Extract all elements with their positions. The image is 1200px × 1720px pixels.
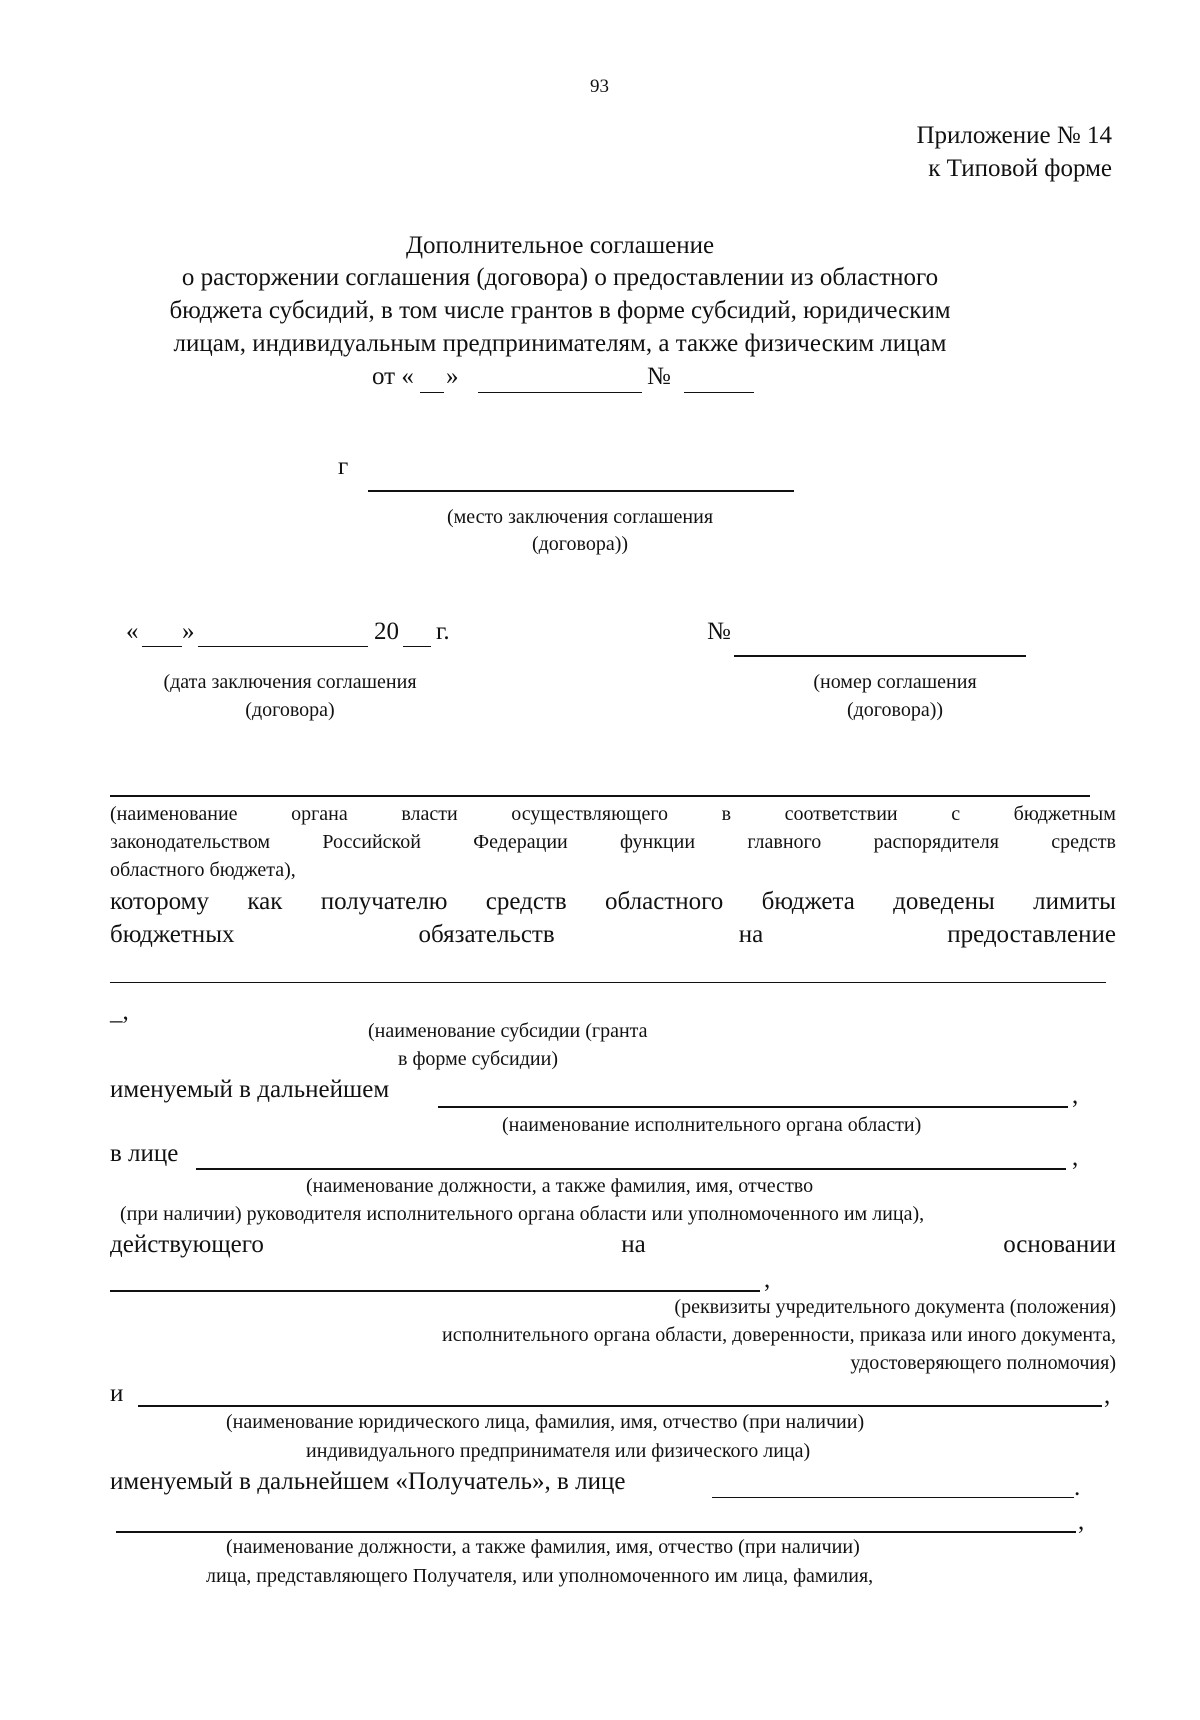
authority-caption-1 [110, 803, 1116, 826]
acting-basis-comma: , [764, 1266, 771, 1293]
authority-caption-1-word: органа [291, 803, 348, 825]
place-caption-1: (место заключения соглашения [446, 506, 714, 528]
authority-caption-2 [110, 831, 1116, 854]
represented-by-label: в лице [110, 1140, 179, 1167]
recipient-position-blank [116, 1531, 1076, 1533]
recipient-clause-1-word: лимиты [1033, 888, 1116, 915]
acting-basis-caption-1: (реквизиты учредительного документа (положения) [674, 1296, 1116, 1318]
represented-by-caption-1: (наименование должности, а также фамилия, имя, отчество [306, 1175, 814, 1197]
place-caption-2: (договора)) [531, 533, 629, 555]
acting-basis-caption-2: исполнительного органа области, доверенности, приказа или иного документа, [442, 1324, 1116, 1346]
number-caption-2: (договора)) [846, 699, 944, 721]
authority-caption-2-word: Федерации [473, 831, 568, 853]
acting-basis-blank [110, 1290, 760, 1292]
recipient-label: именуемый в дальнейшем «Получатель», в лице [110, 1468, 626, 1495]
subsidy-trailing-comma: _, [110, 998, 129, 1025]
authority-caption-2-word: Российской [322, 831, 421, 853]
recipient-clause-2-word: предоставление [947, 921, 1116, 948]
date-caption-1: (дата заключения соглашения [163, 671, 417, 693]
authority-caption-2-word: функции [620, 831, 696, 853]
authority-caption-2-word: главного [747, 831, 822, 853]
acting-basis-caption-3: удостоверяющего полномочия) [850, 1352, 1116, 1374]
recipient-name-blank [712, 1497, 1074, 1498]
title-number-sign: № [647, 363, 671, 390]
number-blank [734, 655, 1026, 657]
recipient-clause-1-word: бюджета [761, 888, 855, 915]
represented-by-blank [196, 1168, 1066, 1170]
authority-caption-2-word: законодательством [110, 831, 271, 853]
represented-by-caption-2: (при наличии) руководителя исполнительного органа области или уполномоченного им лица), [120, 1203, 925, 1225]
recipient-caption-2: лица, представляющего Получателя, или уполномоченного им лица, фамилия, [206, 1565, 874, 1587]
recipient-clause-1-word: доведены [893, 888, 995, 915]
recipient-clause-1-word: получателю [320, 888, 448, 915]
authority-caption-3: областного бюджета), [110, 859, 296, 881]
date-year-blank [403, 646, 431, 647]
date-open-quote: « [126, 618, 139, 645]
and-party-caption-2: индивидуального предпринимателя или физического лица) [306, 1440, 811, 1462]
acting-basis-word: на [621, 1231, 646, 1258]
recipient-clause-1-word: как [247, 888, 283, 915]
recipient-clause-1-word: областного [605, 888, 724, 915]
authority-blank [110, 795, 1090, 797]
acting-basis-word: действующего [110, 1231, 264, 1258]
authority-caption-1-word: в [721, 803, 732, 825]
recipient-clause-1-word: которому [110, 888, 209, 915]
subsidy-blank [110, 982, 1106, 983]
and-party-comma: , [1104, 1382, 1111, 1409]
and-party-caption-1: (наименование юридического лица, фамилия, имя, отчество (при наличии) [226, 1411, 865, 1433]
place-prefix: г [338, 453, 349, 480]
authority-caption-1-word: с [951, 803, 961, 825]
title-line-3: бюджета субсидий, в том числе грантов в форме субсидий, юридическим [169, 297, 951, 324]
title-date-open: от « [372, 363, 414, 390]
recipient-clause-line-1 [110, 888, 1116, 916]
authority-caption-1-word: бюджетным [1013, 803, 1116, 825]
title-number-blank [684, 392, 754, 393]
title-date-close: » [446, 363, 459, 390]
subsidy-caption-1: (наименование субсидии (гранта [368, 1020, 648, 1042]
date-year-suffix: г. [436, 618, 450, 645]
represented-by-comma: , [1072, 1144, 1079, 1171]
title-day-blank [420, 392, 444, 393]
acting-basis-word: основании [1003, 1231, 1116, 1258]
recipient-comma: , [1078, 1508, 1085, 1535]
named-hereafter-label: именуемый в дальнейшем [110, 1076, 390, 1103]
title-line-1: Дополнительное соглашение [405, 232, 715, 259]
title-line-2: о расторжении соглашения (договора) о предоставлении из областного [181, 264, 939, 291]
date-close-quote: » [182, 618, 195, 645]
authority-caption-2-word: распорядителя [873, 831, 999, 853]
page-number: 93 [590, 76, 609, 97]
recipient-clause-line-2 [110, 921, 1116, 949]
authority-caption-2-word: средств [1051, 831, 1116, 853]
date-day-blank [142, 646, 182, 647]
authority-caption-1-word: осуществляющего [511, 803, 669, 825]
date-month-blank [198, 646, 368, 647]
title-month-blank [478, 392, 642, 393]
date-caption-2: (договора) [245, 699, 335, 721]
recipient-caption-1: (наименование должности, а также фамилия, имя, отчество (при наличии) [226, 1536, 860, 1558]
and-party-label: и [110, 1380, 124, 1407]
subsidy-caption-2: в форме субсидии) [398, 1048, 558, 1070]
appendix-line-2: к Типовой форме [928, 155, 1112, 182]
named-hereafter-blank [438, 1106, 1068, 1108]
recipient-clause-2-word: обязательств [418, 921, 555, 948]
number-sign: № [707, 618, 731, 645]
place-blank [368, 490, 794, 492]
number-caption-1: (номер соглашения [813, 671, 977, 693]
recipient-dot: . [1074, 1474, 1081, 1501]
authority-caption-1-word: (наименование [110, 803, 238, 825]
recipient-clause-2-word: на [738, 921, 764, 948]
named-hereafter-caption: (наименование исполнительного органа области) [502, 1114, 922, 1136]
authority-caption-1-word: власти [401, 803, 458, 825]
acting-basis-line [110, 1231, 1116, 1259]
appendix-line-1: Приложение № 14 [916, 122, 1112, 149]
date-year-prefix: 20 [374, 618, 399, 645]
recipient-clause-1-word: средств [485, 888, 567, 915]
named-hereafter-comma: , [1072, 1082, 1079, 1109]
and-party-blank [138, 1405, 1102, 1407]
authority-caption-1-word: соответствии [784, 803, 898, 825]
title-line-4: лицам, индивидуальным предпринимателям, а также физическим лицам [173, 330, 947, 357]
recipient-clause-2-word: бюджетных [110, 921, 235, 948]
